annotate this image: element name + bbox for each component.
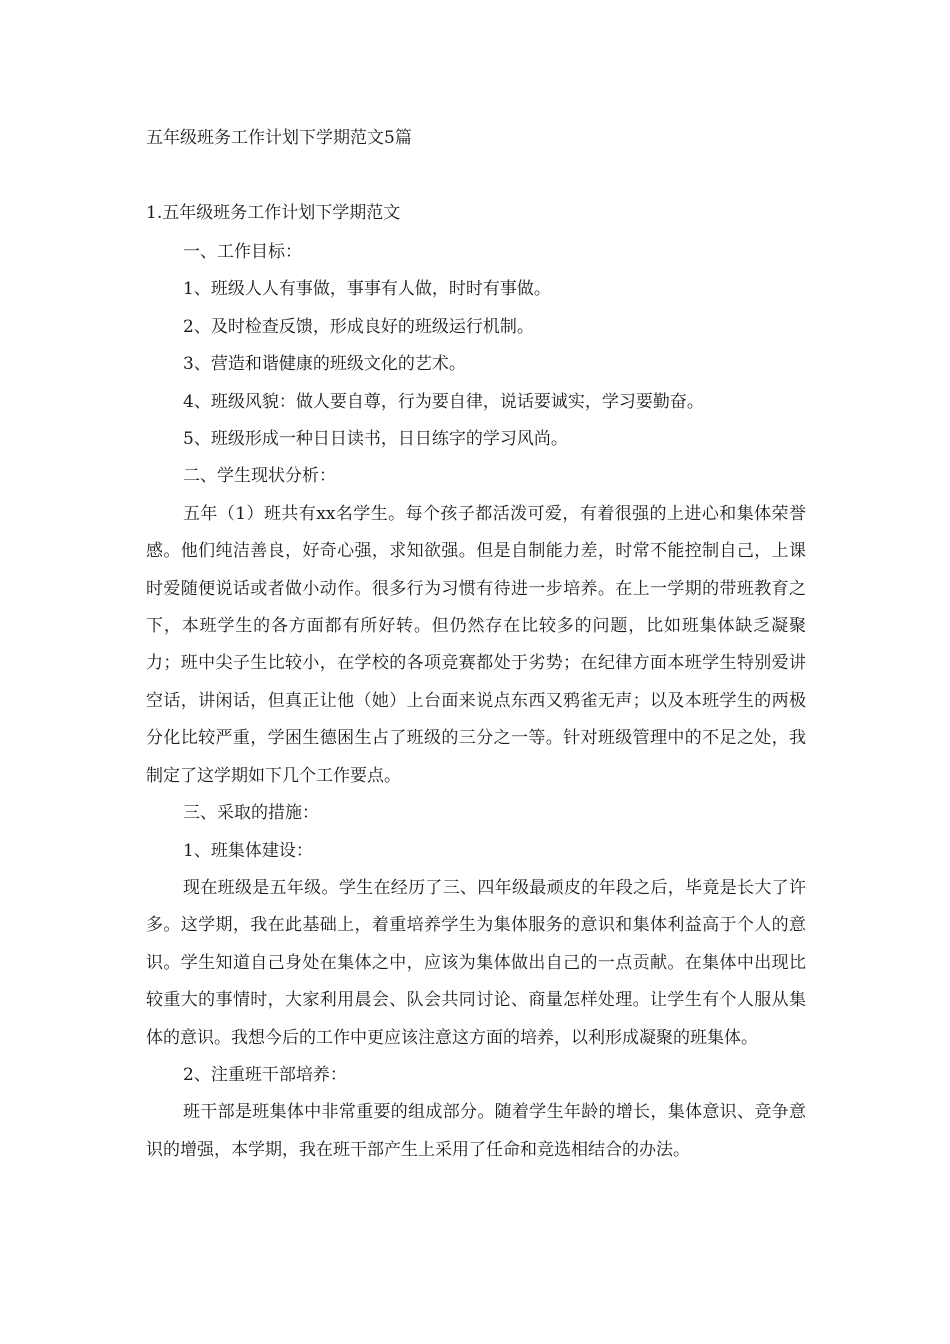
goal-item: 3、营造和谐健康的班级文化的艺术。 [183, 354, 466, 375]
subheading-class-building: 1、班集体建设： [183, 840, 313, 861]
heading-work-goals: 一、工作目标： [183, 242, 302, 262]
paragraph-student-analysis: 五年（1）班共有xx名学生。每个孩子都活泼可爱，有着很强的上进心和集体荣誉感。他们纯洁善良，好奇心强，求知欲强。但是自制能力差，时常不能控制自己，上课时爱随便说话或者做小动作。很多行为习惯有待进一步培养。在上一学期的带班教育之下，本班学生的各方面都有所好转。但仍然存在比较多的问题，比如班集体缺乏凝聚力；班中尖子生比较小，在学校的各项竞赛都处于劣势；在纪律方面本班学生特别爱讲空话，讲闲话，但真正让他（她）上台面来说点东西又鸦雀无声；以及本班学生的两极分化比较严重，学困生德困生占了班级的三分之一等。针对班级管理中的不足之处，我制定了这学期如下几个工作要点。 [146, 503, 806, 786]
document-body [146, 234, 806, 1169]
heading-student-analysis: 二、学生现状分析： [183, 466, 336, 487]
paragraph-cadre-training: 班干部是班集体中非常重要的组成部分。随着学生年龄的增长，集体意识、竞争意识的增强，本学期，我在班干部产生上采用了任命和竞选相结合的办法。 [146, 1102, 806, 1160]
subheading-cadre-training: 2、注重班干部培养： [183, 1064, 347, 1085]
goal-item: 1、班级人人有事做，事事有人做，时时有事做。 [183, 279, 551, 300]
heading-measures: 三、采取的措施： [183, 803, 319, 824]
goal-item: 2、及时检查反馈，形成良好的班级运行机制。 [183, 316, 534, 337]
goal-item: 4、班级风貌：做人要自尊，行为要自律，说话要诚实，学习要勤奋。 [183, 391, 704, 412]
section-heading: 1.五年级班务工作计划下学期范文 [146, 203, 401, 223]
goal-item: 5、班级形成一种日日读书，日日练字的学习风尚。 [183, 429, 568, 450]
paragraph-class-building: 现在班级是五年级。学生在经历了三、四年级最顽皮的年段之后，毕竟是长大了许多。这学期，我在此基础上，着重培养学生为集体服务的意识和集体利益高于个人的意识。学生知道自己身处在集体之中，应该为集体做出自己的一点贡献。在集体中出现比较重大的事情时，大家利用晨会、队会共同讨论、商量怎样处理。让学生有个人服从集体的意识。我想今后的工作中更应该注意这方面的培养，以利形成凝聚的班集体。 [146, 877, 806, 1048]
document-title: 五年级班务工作计划下学期范文5篇 [146, 128, 412, 148]
